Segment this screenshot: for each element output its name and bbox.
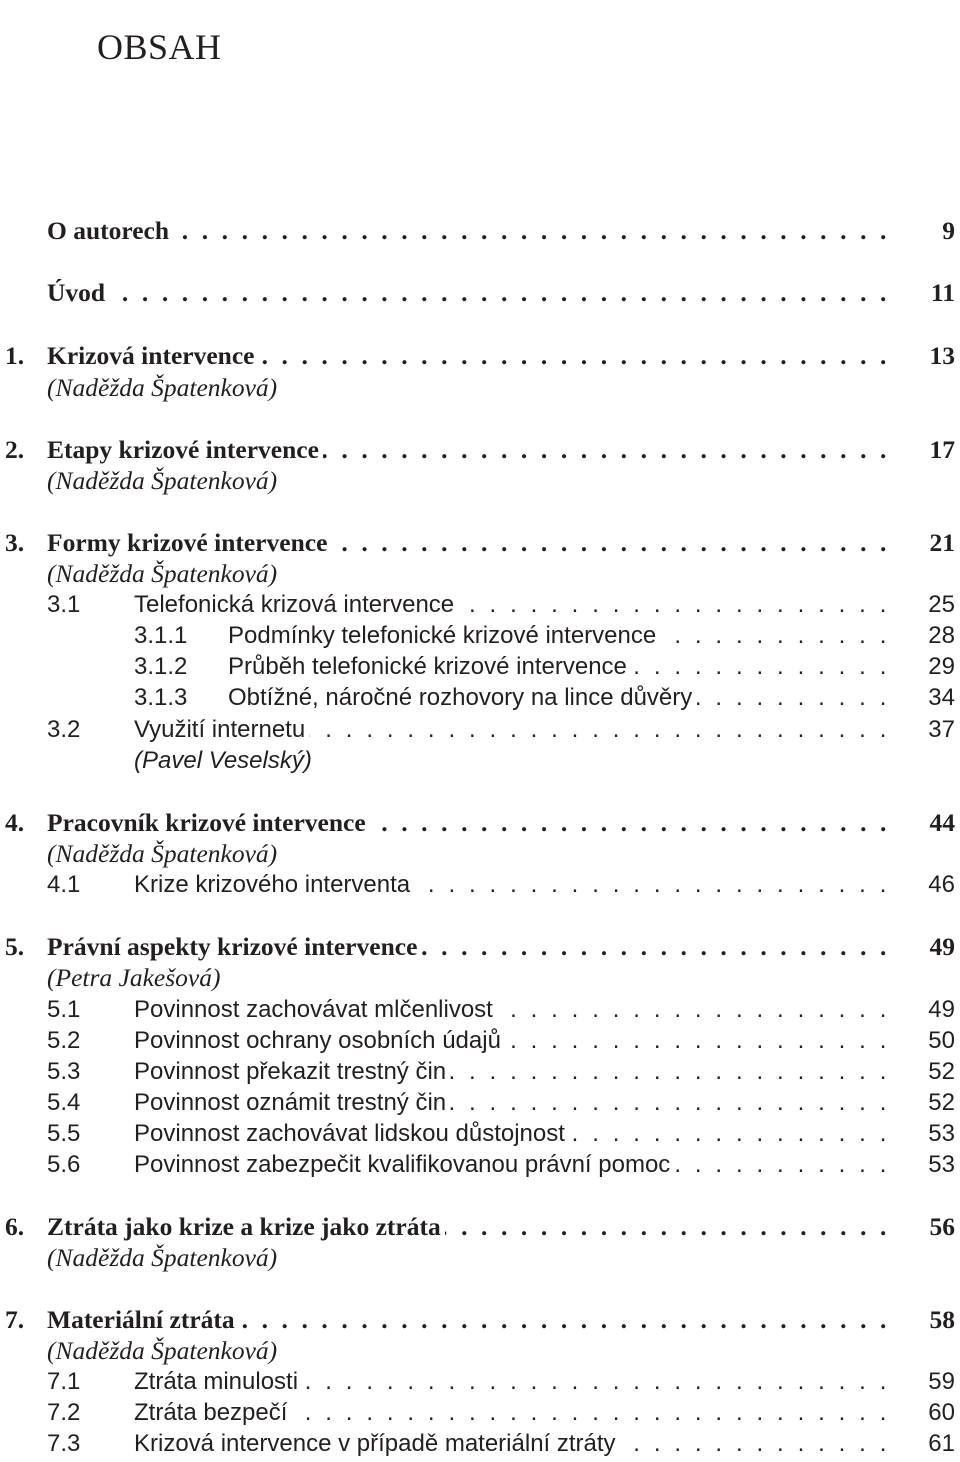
toc-author: (Naděžda Špatenková) <box>47 466 278 495</box>
toc-author: (Pavel Veselský) <box>134 747 312 774</box>
toc-entry[interactable] <box>0 994 960 1026</box>
toc-entry-number: 1. <box>5 341 25 370</box>
toc-entry[interactable] <box>0 714 960 746</box>
toc-page-number: 17 <box>929 435 955 464</box>
toc-entry-title <box>228 620 890 652</box>
toc-entry-label: Povinnost zachovávat mlčenlivost <box>134 996 497 1023</box>
toc-entry-label: Krizová intervence <box>47 341 258 370</box>
toc-entry-label: Krizová intervence v případě materiální ztráty <box>134 1430 620 1457</box>
toc-entry-number: 3.1.1 <box>134 622 188 649</box>
toc-entry[interactable] <box>0 1118 960 1150</box>
toc-page-number: 28 <box>928 622 955 649</box>
toc-entry-title <box>47 277 890 309</box>
toc-entry[interactable] <box>0 807 960 839</box>
toc-entry-number: 5.3 <box>47 1058 81 1085</box>
toc-entry[interactable] <box>0 869 960 901</box>
toc-page-number: 21 <box>929 528 955 557</box>
toc-page-number: 46 <box>928 871 955 898</box>
toc-entry[interactable] <box>0 1366 960 1398</box>
toc-page-number: 50 <box>928 1027 955 1054</box>
toc-entry-label: Povinnost překazit trestný čin <box>134 1058 450 1085</box>
toc-page-number: 29 <box>928 653 955 680</box>
toc-entry-label: Ztráta minulosti <box>134 1368 302 1395</box>
toc-entry-label: Materiální ztráta <box>47 1305 239 1334</box>
toc-page-number: 25 <box>928 591 955 618</box>
toc-entry[interactable] <box>0 682 960 714</box>
toc-author: (Petra Jakešová) <box>47 963 221 992</box>
toc-entry[interactable] <box>0 589 960 621</box>
toc-entry-number: 4. <box>5 808 25 837</box>
toc-entry-title <box>47 527 890 559</box>
toc-entry-number: 3. <box>5 528 25 557</box>
toc-entry-number: 6. <box>5 1212 25 1241</box>
toc-entry-number: 5.6 <box>47 1151 81 1178</box>
toc-entry-title <box>134 714 890 746</box>
toc-entry-number: 3.2 <box>47 716 81 743</box>
toc-entry-number: 5.5 <box>47 1120 81 1147</box>
toc-entry-number: 7.1 <box>47 1368 81 1395</box>
toc-page-number: 52 <box>928 1058 955 1085</box>
toc-page-number: 34 <box>928 684 955 711</box>
toc-entry-number: 5.1 <box>47 996 81 1023</box>
toc-entry[interactable] <box>0 1211 960 1243</box>
toc-entry-number: 7.2 <box>47 1399 81 1426</box>
toc-entry[interactable] <box>0 1056 960 1088</box>
toc-author: (Naděžda Špatenková) <box>47 839 278 868</box>
toc-entry-title <box>134 1118 890 1150</box>
toc-entry-label: Pracovník krizové intervence <box>47 808 370 837</box>
toc-entry-label: Etapy krizové intervence <box>47 435 323 464</box>
toc-entry-title <box>134 1366 890 1398</box>
toc-entry[interactable] <box>0 1025 960 1057</box>
toc-entry-title <box>134 1397 890 1429</box>
toc-entry-title <box>134 589 890 621</box>
toc-page-number: 58 <box>929 1305 955 1334</box>
toc-page-number: 37 <box>928 716 955 743</box>
toc-entry-number: 5.2 <box>47 1027 81 1054</box>
toc-page-number: 56 <box>929 1212 955 1241</box>
toc-entry[interactable] <box>0 434 960 466</box>
toc-entry-title <box>134 994 890 1026</box>
toc-entry-label: Právní aspekty krizové intervence <box>47 932 421 961</box>
toc-entry[interactable] <box>0 1304 960 1336</box>
toc-entry-label: Povinnost ochrany osobních údajů <box>134 1027 505 1054</box>
toc-entry-title <box>228 651 890 683</box>
toc-entry-label: Povinnost oznámit trestný čin <box>134 1089 450 1116</box>
toc-entry-number: 5.4 <box>47 1089 81 1116</box>
toc-entry[interactable] <box>0 215 960 247</box>
toc-entry-title <box>47 807 890 839</box>
toc-entry-title <box>47 340 890 372</box>
toc-entry[interactable] <box>0 931 960 963</box>
toc-page-number: 44 <box>929 808 955 837</box>
toc-entry-number: 3.1.2 <box>134 653 188 680</box>
toc-entry-label: Telefonická krizová intervence <box>134 591 458 618</box>
toc-entry-label: Využití internetu <box>134 716 309 743</box>
toc-entry-label: Průběh telefonické krizové intervence <box>228 653 631 680</box>
toc-entry[interactable] <box>0 277 960 309</box>
toc-page-number: 53 <box>928 1120 955 1147</box>
toc-author: (Naděžda Špatenková) <box>47 373 278 402</box>
toc-page-number: 59 <box>928 1368 955 1395</box>
toc-entry[interactable] <box>0 1428 960 1460</box>
toc-entry-number: 5. <box>5 932 25 961</box>
toc-entry-label: Krize krizového interventa <box>134 871 414 898</box>
toc-entry-label: Úvod <box>47 278 109 307</box>
toc-author: (Naděžda Špatenková) <box>47 1336 278 1365</box>
toc-entry[interactable] <box>0 651 960 683</box>
toc-entry-number: 7.3 <box>47 1430 81 1457</box>
toc-entry-label: Povinnost zachovávat lidskou důstojnost <box>134 1120 569 1147</box>
toc-entry-label: Ztráta bezpečí <box>134 1399 291 1426</box>
toc-entry-label: Podmínky telefonické krizové intervence <box>228 622 660 649</box>
toc-entry[interactable] <box>0 340 960 372</box>
toc-author: (Naděžda Špatenková) <box>47 559 278 588</box>
toc-entry-title <box>47 434 890 466</box>
toc-entry-title <box>47 1304 890 1336</box>
toc-entry-label: Formy krizové intervence <box>47 528 331 557</box>
toc-entry-title <box>134 869 890 901</box>
toc-entry-label: Ztráta jako krize a krize jako ztráta <box>47 1212 445 1241</box>
toc-entry[interactable] <box>0 1397 960 1429</box>
toc-entry-title <box>134 1087 890 1119</box>
toc-entry[interactable] <box>0 1087 960 1119</box>
toc-entry-title <box>134 1025 890 1057</box>
toc-entry-number: 4.1 <box>47 871 81 898</box>
toc-page-number: 13 <box>929 341 955 370</box>
toc-entry-title <box>47 931 890 963</box>
toc-entry-label: O autorech <box>47 216 173 245</box>
toc-entry-label: Obtížné, náročné rozhovory na lince důvěry <box>228 684 696 711</box>
toc-entry-number: 3.1 <box>47 591 81 618</box>
toc-entry-number: 7. <box>5 1305 25 1334</box>
toc-entry-title <box>134 1428 890 1460</box>
toc-page-number: 49 <box>929 932 955 961</box>
toc-entry-title <box>47 1211 890 1243</box>
toc-entry-number: 2. <box>5 435 25 464</box>
toc-entry-label: Povinnost zabezpečit kvalifikovanou právní pomoc <box>134 1151 674 1178</box>
toc-entry-title <box>134 1056 890 1088</box>
toc-page-number: 60 <box>928 1399 955 1426</box>
toc-entry-number: 3.1.3 <box>134 684 188 711</box>
toc-entry-title <box>228 682 890 714</box>
toc-entry[interactable] <box>0 1149 960 1181</box>
toc-entry-title <box>47 215 890 247</box>
toc-page-number: 52 <box>928 1089 955 1116</box>
toc-page-number: 11 <box>930 278 955 307</box>
toc-page-number: 9 <box>942 216 955 245</box>
toc-entry[interactable] <box>0 620 960 652</box>
toc-author: (Naděžda Špatenková) <box>47 1243 278 1272</box>
toc-page-number: 53 <box>928 1151 955 1178</box>
toc-page-number: 61 <box>928 1430 955 1457</box>
toc-entry-title <box>134 1149 890 1181</box>
toc-entry[interactable] <box>0 527 960 559</box>
toc-page-number: 49 <box>928 996 955 1023</box>
page-title: OBSAH <box>97 27 222 67</box>
